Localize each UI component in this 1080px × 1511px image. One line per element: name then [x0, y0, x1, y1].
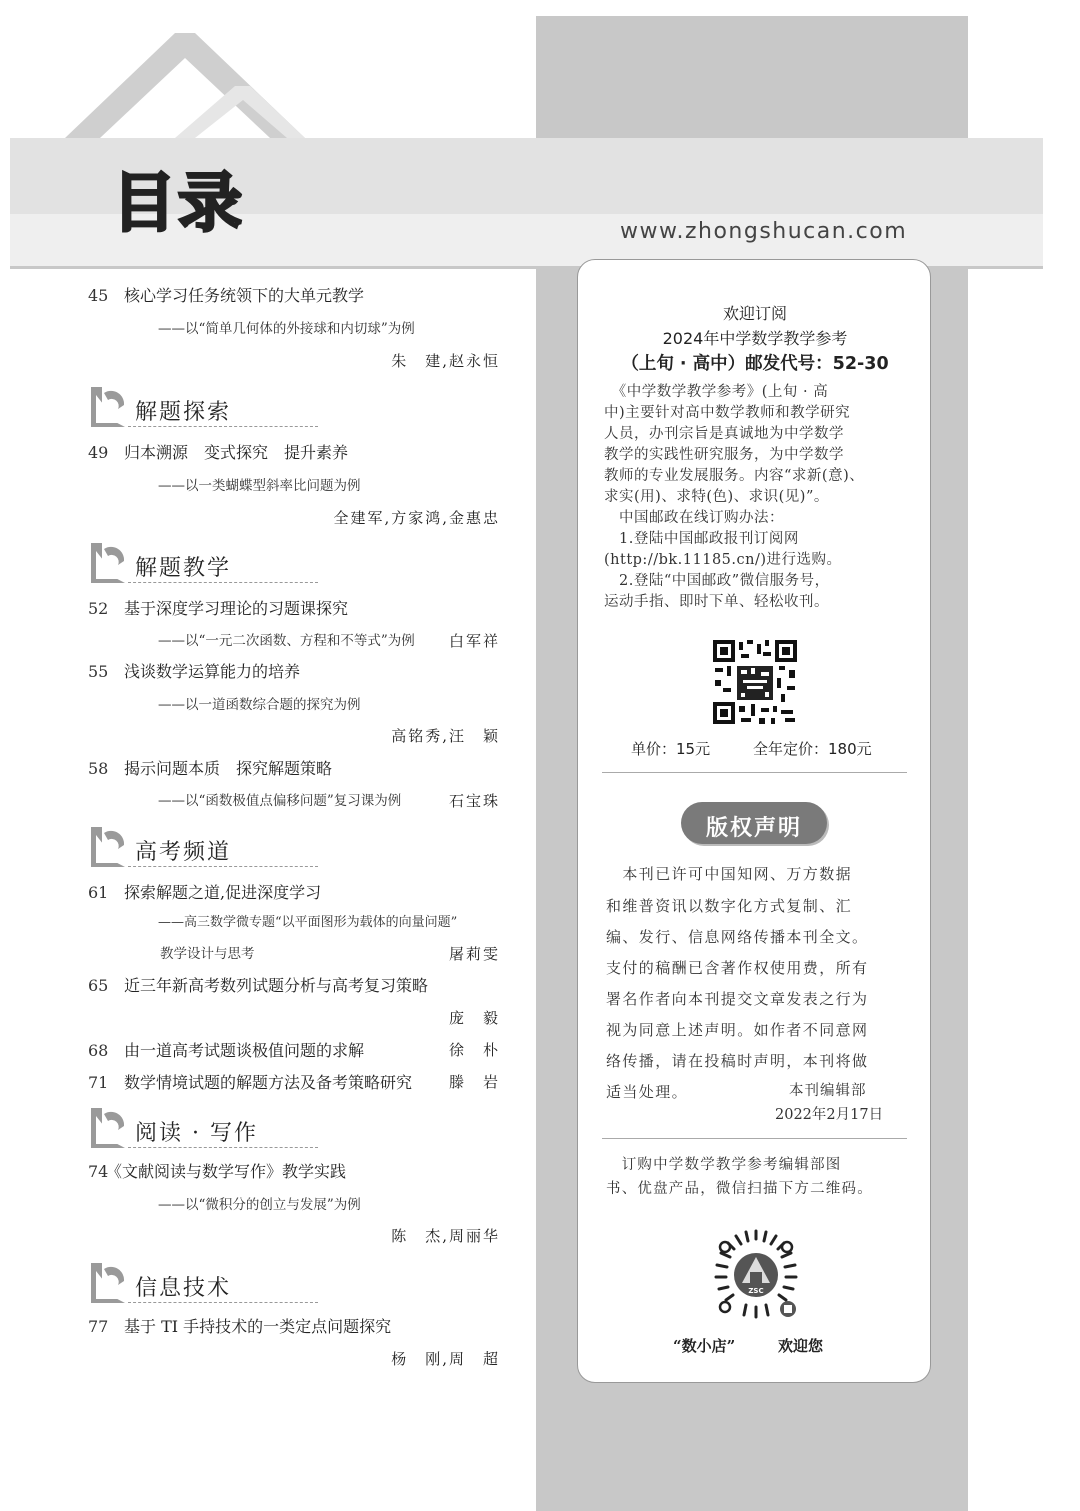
copyright-text-line: 本刊已许可中国知网、万方数据 — [606, 865, 853, 883]
toc-title: 基于深度学习理论的习题课探究 — [124, 599, 349, 618]
toc-subtitle: ——高三数学微专题“以平面图形为载体的向量问题” — [158, 915, 458, 930]
toc-author: 石宝珠 — [448, 792, 500, 810]
toc-subtitle: ——以“函数极值点偏移问题”复习课为例 — [158, 793, 402, 809]
section-ruler-icon — [88, 825, 128, 869]
subscribe-text-line: 《中学数学教学参考》(上旬 · 高 — [604, 384, 829, 400]
section-rule — [128, 1302, 318, 1303]
section-rule — [128, 582, 318, 583]
toc-entry-61[interactable] — [88, 885, 500, 965]
toc-author: 庞 毅 — [448, 1009, 500, 1027]
section-label: 信息技术 — [135, 1276, 232, 1301]
toc-entry-49[interactable] — [88, 445, 500, 530]
section-header-teaching — [88, 541, 318, 587]
section-header-gaokao — [88, 825, 318, 871]
toc-subtitle: ——以“微积分的创立与发展”为例 — [158, 1197, 361, 1213]
toc-author: 白军祥 — [448, 632, 500, 650]
shop-welcome: 欢迎您 — [778, 1337, 824, 1355]
copyright-text-line: 支付的稿酬已含著作权使用费，所有 — [606, 959, 869, 977]
copyright-title: 版权声明 — [705, 815, 802, 841]
section-ruler-icon — [88, 541, 128, 585]
toc-author: 全建军,方家鸿,金惠忠 — [333, 509, 500, 527]
toc-title: 《文献阅读与数学写作》教学实践 — [106, 1162, 347, 1181]
subscribe-text-line: 中国邮政在线订购办法： — [604, 510, 784, 526]
toc-author: 屠莉雯 — [448, 945, 500, 963]
subscribe-welcome: 欢迎订阅 — [722, 304, 787, 323]
toc-page-number: 49 — [88, 443, 109, 462]
toc-page-number: 65 — [88, 976, 109, 995]
subscribe-text-line: 求实(用)、求特(色)、求识(见)”。 — [604, 489, 829, 505]
order-text-line: 书、优盘产品，微信扫描下方二维码。 — [606, 1181, 873, 1197]
price-single: 单价：15元 — [631, 740, 711, 758]
copyright-signer: 本刊编辑部 — [789, 1083, 867, 1099]
section-label: 解题探索 — [135, 400, 232, 425]
toc-author: 朱 建,赵永恒 — [391, 352, 500, 370]
subscription-panel — [577, 259, 931, 1383]
toc-entry-68[interactable] — [88, 1043, 500, 1063]
qr-code-icon[interactable] — [711, 638, 799, 726]
section-header-reading-writing — [88, 1106, 318, 1152]
subscribe-text-line: (http://bk.11185.cn/)进行选购。 — [604, 552, 842, 568]
toc-entry-45[interactable] — [88, 288, 500, 373]
order-text-line: 订购中学数学教学参考编辑部图 — [606, 1157, 842, 1173]
subscribe-text-line: 教师的专业发展服务。内容“求新(意)、 — [604, 468, 865, 484]
toc-title: 数学情境试题的解题方法及备考策略研究 — [124, 1073, 413, 1092]
toc-author: 陈 杰,周丽华 — [391, 1227, 500, 1245]
subscribe-text-line: 运动手指、即时下单、轻松收刊。 — [604, 594, 829, 610]
subscribe-text-line: 中)主要针对高中数学教师和教学研究 — [604, 405, 851, 421]
toc-subtitle: ——以“一元二次函数、方程和不等式”为例 — [158, 633, 415, 649]
subscribe-journal: 2024年中学数学教学参考 — [662, 329, 848, 348]
toc-title: 探索解题之道,促进深度学习 — [124, 883, 322, 902]
toc-subtitle: ——以“简单几何体的外接球和内切球”为例 — [158, 321, 415, 337]
toc-entry-58[interactable] — [88, 761, 500, 811]
toc-title: 浅谈数学运算能力的培养 — [124, 662, 301, 681]
section-ruler-icon — [88, 385, 128, 429]
section-ruler-icon — [88, 1106, 128, 1150]
copyright-date: 2022年2月17日 — [775, 1107, 884, 1123]
toc-author: 杨 刚,周 超 — [391, 1350, 500, 1368]
price-annual: 全年定价：180元 — [753, 740, 872, 758]
toc-page-number: 61 — [88, 883, 109, 902]
copyright-text-line: 署名作者向本刊提交文章发表之行为 — [606, 990, 869, 1008]
toc-title: 核心学习任务统领下的大单元教学 — [124, 286, 365, 305]
site-url: www.zhongshucan.com — [620, 219, 908, 244]
toc-entry-77[interactable] — [88, 1319, 500, 1369]
panel-divider — [602, 772, 907, 773]
section-header-information-technology — [88, 1261, 318, 1307]
toc-page-number: 55 — [88, 662, 109, 681]
section-label: 解题教学 — [135, 556, 232, 581]
toc-title: 近三年新高考数列试题分析与高考复习策略 — [124, 976, 429, 995]
subscribe-text-line: 2.登陆“中国邮政”微信服务号， — [604, 573, 830, 589]
toc-page-number: 45 — [88, 286, 109, 305]
copyright-text-line: 络传播，请在投稿时声明，本刊将做 — [606, 1052, 869, 1070]
toc-subtitle: ——以一类蝴蝶型斜率比问题为例 — [158, 478, 361, 494]
section-label: 阅读 · 写作 — [135, 1121, 258, 1146]
panel-divider — [602, 1138, 907, 1139]
toc-author: 高铭秀,汪 颖 — [391, 727, 500, 745]
toc-page-number: 71 — [88, 1073, 109, 1092]
toc-entry-65[interactable] — [88, 978, 500, 1028]
toc-entry-74[interactable] — [88, 1164, 500, 1249]
copyright-text-line: 适当处理。 — [606, 1083, 689, 1101]
subscribe-text-line: 1.登陆中国邮政报刊订阅网 — [604, 531, 799, 547]
roof-decoration-icon — [55, 28, 315, 143]
shop-miniprogram-code-icon[interactable] — [706, 1227, 806, 1323]
toc-title: 基于 TI 手持技术的一类定点问题探究 — [124, 1317, 392, 1336]
toc-subtitle-continued: 教学设计与思考 — [160, 946, 255, 962]
toc-author: 徐 朴 — [448, 1041, 500, 1059]
copyright-text-line: 和维普资讯以数字化方式复制、汇 — [606, 897, 853, 915]
copyright-text-line: 编、发行、信息网络传播本刊全文。 — [606, 928, 869, 946]
section-ruler-icon — [88, 1261, 128, 1305]
toc-page-number: 52 — [88, 599, 109, 618]
section-label: 高考频道 — [135, 840, 232, 865]
shop-logo-text: ZSC — [748, 1287, 764, 1295]
subscribe-text-line: 教学的实践性研究服务，为中学数学 — [604, 447, 844, 463]
section-rule — [128, 1147, 318, 1148]
toc-subtitle: ——以一道函数综合题的探究为例 — [158, 697, 361, 713]
copyright-text-line: 视为同意上述声明。如作者不同意网 — [606, 1021, 869, 1039]
toc-author: 滕 岩 — [448, 1073, 500, 1091]
toc-page-number: 68 — [88, 1041, 109, 1060]
subscribe-edition: （上旬 · 高中）邮发代号：52-30 — [621, 354, 889, 374]
section-rule — [128, 426, 318, 427]
section-header-exploration — [88, 385, 318, 431]
toc-page-number: 74 — [88, 1162, 109, 1181]
copyright-badge — [681, 802, 827, 844]
toc-entry-52[interactable] — [88, 601, 500, 651]
page-title: 目录 — [112, 167, 244, 241]
toc-entry-71[interactable] — [88, 1075, 500, 1095]
toc-title: 归本溯源 变式探究 提升素养 — [124, 443, 349, 462]
toc-page-number: 58 — [88, 759, 109, 778]
toc-page-number: 77 — [88, 1317, 109, 1336]
toc-title: 由一道高考试题谈极值问题的求解 — [124, 1041, 365, 1060]
subscribe-text-line: 人员，办刊宗旨是真诚地为中学数学 — [604, 426, 844, 442]
shop-name: “数小店” — [673, 1337, 736, 1355]
toc-entry-55[interactable] — [88, 664, 500, 749]
toc-title: 揭示问题本质 探究解题策略 — [124, 759, 333, 778]
section-rule — [128, 866, 318, 867]
